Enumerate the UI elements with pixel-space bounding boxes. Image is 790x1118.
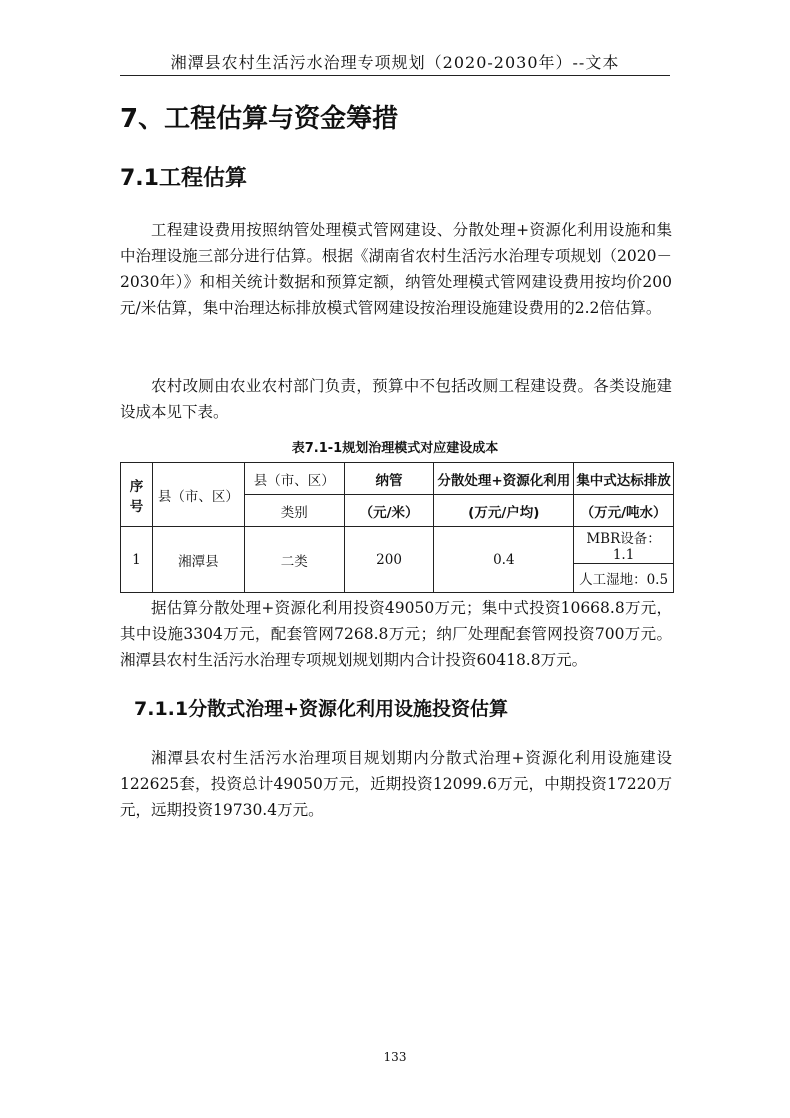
cell-central-wetland: 人工湿地：0.5 bbox=[574, 564, 674, 593]
cell-pipe: 200 bbox=[344, 527, 434, 593]
page-number: 133 bbox=[383, 1050, 407, 1064]
header-central-top: 集中式达标排放 bbox=[574, 463, 674, 495]
cell-category: 二类 bbox=[244, 527, 344, 593]
header-county: 县（市、区） bbox=[152, 463, 244, 527]
paragraph-dispersed-investment: 湘潭县农村生活污水治理项目规划期内分散式治理+资源化利用设施建设122625套，投资总计49050万元，近期投资12099.6万元，中期投资17220万元，远期投资19730.4万元。 bbox=[120, 749, 672, 819]
table-caption: 表7.1-1规划治理模式对应建设成本 bbox=[291, 441, 499, 456]
header-category-top: 县（市、区） bbox=[244, 463, 344, 495]
header-pipe-top: 纳管 bbox=[344, 463, 434, 495]
cost-table bbox=[120, 462, 674, 593]
table-row bbox=[121, 527, 674, 564]
subsection-heading: 7.1工程估算 bbox=[120, 166, 247, 191]
header-seq: 序号 bbox=[121, 463, 153, 527]
header-rule bbox=[120, 75, 670, 76]
paragraph-investment-summary: 据估算分散处理+资源化利用投资49050万元；集中式投资10668.8万元，其中设施3304万元，配套管网7268.8万元；纳厂处理配套管网投资700万元。湘潭县农村生活污水治理专项规划规划期内合计投资60418.8万元。 bbox=[120, 599, 672, 669]
header-category-bottom: 类别 bbox=[244, 495, 344, 527]
cell-seq: 1 bbox=[121, 527, 153, 593]
running-header: 湘潭县农村生活污水治理专项规划（2020-2030年）--文本 bbox=[170, 53, 620, 72]
paragraph-toilet-note: 农村改厕由农业农村部门负责，预算中不包括改厕工程建设费。各类设施建设成本见下表。 bbox=[120, 377, 672, 421]
cell-central-mbr: MBR设备：1.1 bbox=[574, 527, 674, 564]
header-pipe-bottom: （元/米） bbox=[344, 495, 434, 527]
cell-county: 湘潭县 bbox=[152, 527, 244, 593]
table-header-row-1 bbox=[121, 463, 674, 495]
header-dispersed-bottom: (万元/户均) bbox=[434, 495, 574, 527]
cell-dispersed: 0.4 bbox=[434, 527, 574, 593]
subsubsection-heading: 7.1.1分散式治理+资源化利用设施投资估算 bbox=[134, 698, 509, 720]
paragraph-cost-basis: 工程建设费用按照纳管处理模式管网建设、分散处理+资源化利用设施和集中治理设施三部分进行估算。根据《湖南省农村生活污水治理专项规划（2020－2030年）》和相关统计数据和预算定额，纳管处理模式管网建设费用按均价200元/米估算，集中治理达标排放模式管网建设按治理设施建设费用的2.2倍估算。 bbox=[120, 221, 672, 317]
section-heading: 7、工程估算与资金筹措 bbox=[120, 104, 399, 134]
header-dispersed-top: 分散处理+资源化利用 bbox=[434, 463, 574, 495]
header-central-bottom: （万元/吨水） bbox=[574, 495, 674, 527]
